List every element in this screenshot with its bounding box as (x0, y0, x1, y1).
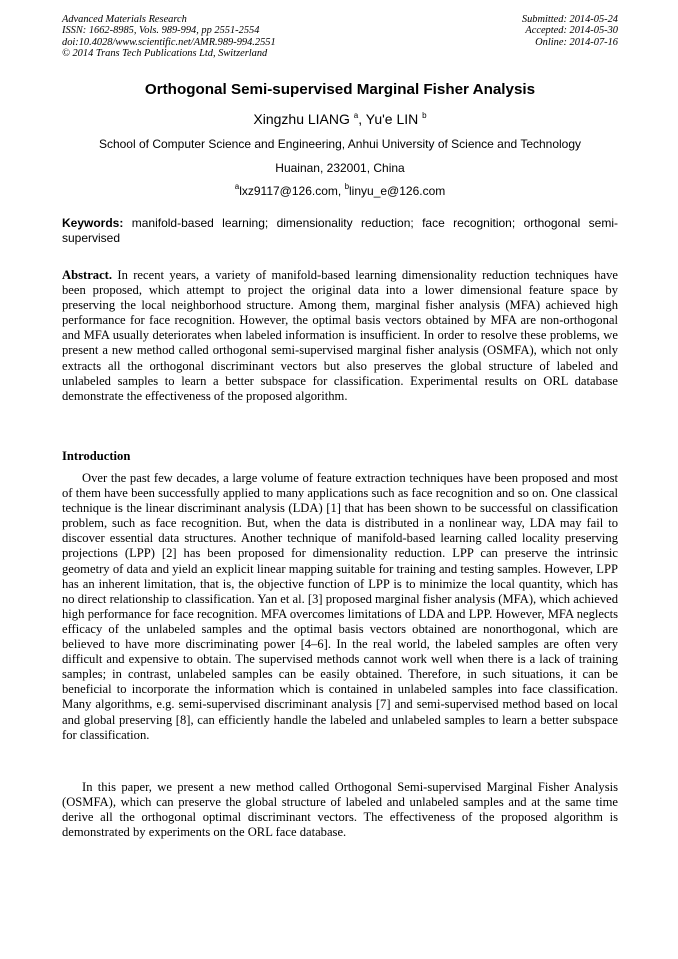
keywords (62, 216, 618, 246)
author-superscript: b (422, 111, 427, 120)
section-heading: Introduction (62, 449, 131, 463)
author-list (62, 110, 618, 128)
body-paragraph: In this paper, we present a new method called Orthogonal Semi-supervised Marginal Fisher Analysis (OSMFA), which can preserve the global structure of labeled and unlabeled samples and at the same time derive all the orthogonal optimal discriminant vectors. The effectiveness of the proposed algorithm is demonstrated by experiments on the ORL face database. (62, 780, 618, 840)
abstract-label: Abstract. (62, 268, 113, 282)
online-date: Online: 2014-07-16 (535, 36, 618, 48)
doi-line: doi:10.4028/www.scientific.net/AMR.989-994.2551 (62, 36, 276, 48)
author-name: Xingzhu LIANG (253, 111, 350, 127)
author-name: Yu'e LIN (365, 111, 419, 127)
paper-title: Orthogonal Semi-supervised Marginal Fisher Analysis (144, 81, 536, 98)
affiliation-city: Huainan, 232001, China (275, 161, 405, 175)
affiliation: School of Computer Science and Engineering, Anhui University of Science and Technology (98, 137, 582, 151)
author-superscript: a (353, 111, 359, 120)
title-block (62, 80, 618, 198)
abstract-text: In recent years, a variety of manifold-based learning dimensionality reduction techniques have been proposed, which attempt to project the original data into a lower dimensional feature space by preserving the local neighborhood structure. Among them, marginal fisher analysis (MFA) achieved high performance for face recognition. However, the optimal basis vectors obtained by MFA are non-orthogonal and MFA usually deteriorates when labeled information is insufficient. In order to resolve these problems, we present a new method called orthogonal semi-supervised marginal fisher analysis (OSMFA), which not only extracts all the orthogonal discriminant vectors but also preserves the global structure of labeled and unlabeled samples to learn a better subspace for classification. Experimental results on ORL database demonstrate the effectiveness of the proposed algorithm. (62, 268, 618, 403)
journal-header (62, 14, 618, 59)
abstract (62, 268, 618, 404)
accepted-date: Accepted: 2014-05-30 (525, 25, 618, 37)
publication-info (62, 14, 276, 59)
body-paragraph: Over the past few decades, a large volume of feature extraction techniques have been proposed and most of them have been successfully applied to many applications such as face recognition and so on. One classical technique is the linear discriminant analysis (LDA) [1] that has been shown to be successful on classification problem, such as face recognition. But, when the data is distributed in a nonlinear way, LDA may fail to discover essential data structures. Another technique of manifold-based learning called locality preserving projections (LPP) [2] has been proposed for dimensionality reduction. LPP can preserve the intrinsic geometry of data and yield an explicit linear mapping suitable for training and testing samples. However, LPP has an inherent limitation, that is, the objective function of LPP is to minimize the local quantity, which has no direct relationship to classification. Yan et al. [3] proposed marginal fisher analysis (MFA), which achieved high performance for face recognition. MFA overcomes limitations of LDA and LPP. However, MFA neglects efficacy of the unlabeled samples and the optimal basis vectors obtained are nonorthogonal, which are believed to have more discriminating power [4–6]. In the real world, the labeled samples are often very difficult and expensive to obtain. The supervised methods cannot work well when there is a lack of training samples; in contrast, unlabeled samples can be easily obtained. Therefore, in such situations, it can be beneficial to incorporate the information which is contained in unlabeled samples into face classification. Many algorithms, e.g. semi-supervised discriminant analysis [7] and semi-supervised method based on local and global preserving [8], can efficiently handle the labeled and unlabeled samples to learn a better subspace for classification. (62, 471, 618, 742)
keywords-text: manifold-based learning; dimensionality reduction; face recognition; orthogonal semi-supervised (62, 216, 618, 245)
email-superscript: b (344, 182, 350, 191)
email-link[interactable]: lxz9117@126.com, (239, 184, 345, 198)
email-link[interactable]: linyu_e@126.com (349, 184, 446, 198)
publication-dates (522, 14, 618, 48)
keywords-label: Keywords: (62, 216, 124, 230)
author-separator: , (358, 111, 366, 127)
email-superscript: a (234, 182, 240, 191)
journal-name: Advanced Materials Research (62, 14, 187, 25)
submitted-date: Submitted: 2014-05-24 (521, 14, 618, 25)
copyright-line: © 2014 Trans Tech Publications Ltd, Switzerland (62, 47, 268, 59)
author-emails (62, 184, 618, 198)
issn-line: ISSN: 1662-8985, Vols. 989-994, pp 2551-2554 (62, 25, 260, 37)
